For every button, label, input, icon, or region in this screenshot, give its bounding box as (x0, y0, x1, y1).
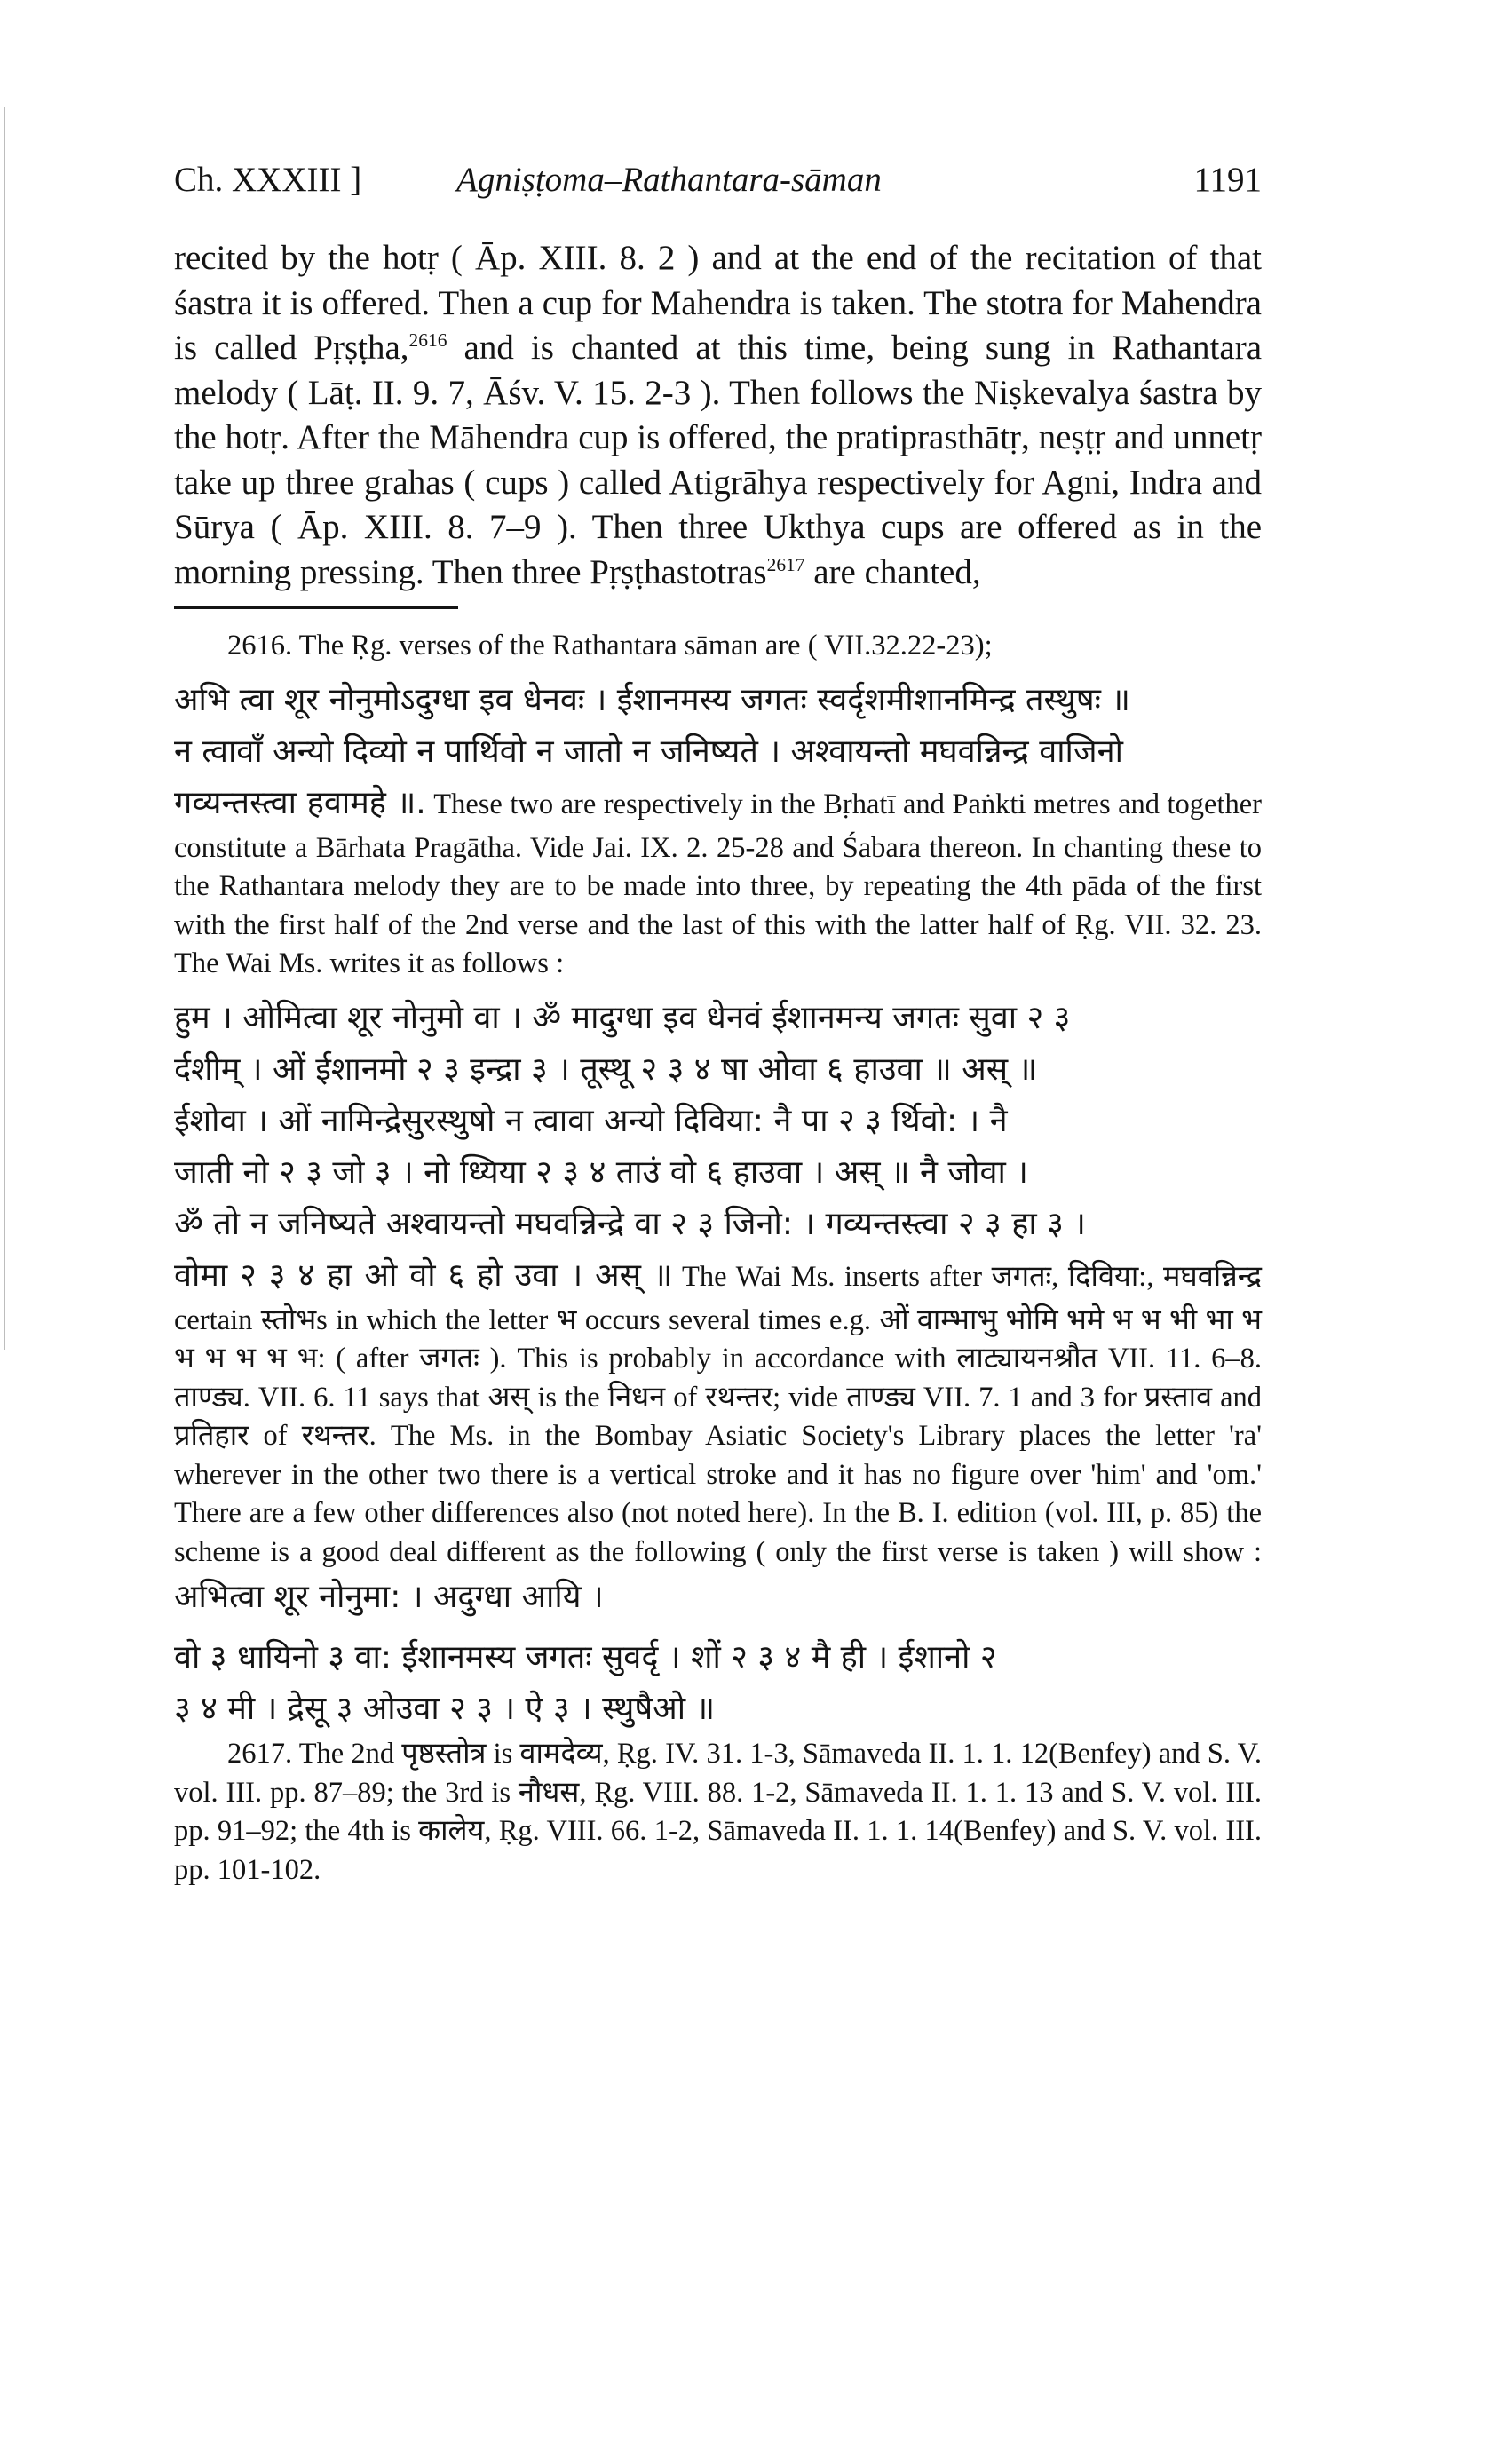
footnote-ref-2616[interactable]: 2616 (408, 329, 447, 351)
paragraph-text-2: and is chanted at this time, being sung in Rathantara melody ( Lāṭ. II. 9. 7, Āśv. V. 15. 2-3 ). Then follows the Niṣkevalya śastra by the hotṛ. After the Māhendra cup is offered, the pratiprasthātṛ, neṣṭṛ and unnetṛ take up three grahas ( cups ) called Atigrāhya respectively for Agni, Indra and Sūrya ( Āp. XIII. 8. 7–9 ). Then three Ukthya cups are offered as in the morning pressing. Then three Pṛṣṭhastotras (174, 329, 1262, 591)
chant-line-1: हुम । ओमित्वा शूर नोनुमो वा । ॐ मादुग्धा इव धेनवं ईशानमन्य जगतः सुवा २ ३ (174, 999, 1071, 1036)
sanskrit-verse-1: अभि त्वा शूर नोनुमोऽदुग्धा इव धेनवः । ईशानमस्य जगतः स्वर्दृशमीशानमिन्द्र तस्थुषः ॥ (174, 681, 1130, 718)
paragraph-text-3: are chanted, (804, 552, 981, 591)
scan-margin-line (4, 107, 5, 1350)
scheme-line-2: वो ३ धायिनो ३ वा: ईशानमस्य जगतः सुवर्दृ । शों २ ३ ४ मै ही । ईशानो २ (174, 1639, 997, 1676)
chant-line-5: ॐ तो न जनिष्यते अश्वायन्तो मघवन्निन्द्रे वा २ ३ जिनो: । गव्यन्तस्त्वा २ ३ हा ३ । (174, 1205, 1086, 1242)
footnote-2617-text (174, 1735, 1262, 1890)
footnote-number: 2617. (227, 1738, 293, 1770)
footnote-2616-intro (174, 627, 1262, 666)
footnote-2617 (174, 1735, 1262, 1890)
sanskrit-verse-3: गव्यन्तस्त्वा हवामहे ॥. (174, 784, 426, 821)
main-text (174, 236, 1262, 595)
footnote-2617-body: The 2nd पृष्ठस्तोत्र is वामदेव्य, Ṛg. IV. 31. 1-3, Sāmaveda II. 1. 1. 12(Benfey) and S. V. vol. III. pp. 87–89; the 3rd is नौधस, Ṛg. VIII. 88. 1-2, Sāmaveda II. 1. 1. 13 and S. V. vol. III. pp. 91–92; the 4th is कालेय, Ṛg. VIII. 66. 1-2, Sāmaveda II. 1. 1. 14(Benfey) and S. V. vol. III. pp. 101-102. (174, 1738, 1262, 1886)
footnote-body-text-2: The Wai Ms. inserts after जगतः, दिविया:, मघवन्निन्द्र certain स्तोभs in which the letter भ occurs several times e.g. ओं वाम्भाभु भोमि भमे भ भ भी भा भ भ भ भ भ भ: ( after जगतः ). This is probably in accordance with लाट्यायनश्रौत VII. 11. 6–8. ताण्ड्य. VII. 6. 11 says that अस् is the निधन of रथन्तर; vide ताण्ड्य VII. 7. 1 and 3 for प्रस्ताव and प्रतिहार of रथन्तर. The Ms. in the Bombay Asiatic Society's Library places the letter 'ra' wherever in the other two there is a vertical stroke and it has no figure over 'him' and 'om.' There are a few other differences also (not noted here). In the B. I. edition (vol. III, p. 85) the scheme is a good deal different as the following ( only the first verse is taken ) will show : (174, 1260, 1263, 1568)
paragraph-text-1: recited by the hotṛ ( Āp. XIII. 8. 2 ) and at the end of the recitation of that śastra it is offered. Then a cup for Mahendra is taken. The stotra for Mahendra is called Pṛṣṭha, (174, 239, 1262, 367)
chapter-label: Ch. XXXIII ] (174, 161, 362, 199)
footnote-ref-2617[interactable]: 2617 (766, 553, 805, 575)
footnote-2616 (174, 627, 1262, 1735)
scheme-line-1: अभित्वा शूर नोनुमा: । अदुग्धा आयि । (174, 1579, 604, 1615)
running-title: Agniṣṭoma–Rathantara-sāman (456, 161, 882, 199)
main-paragraph (174, 236, 1262, 595)
chant-line-6: वोमा २ ३ ४ हा ओ वो ६ हो उवा । अस् ॥ (174, 1256, 673, 1294)
chant-line-3: ईशोवा । ओं नामिन्द्रेसुरस्थुषो न त्वावा अन्यो दिविया: नै पा २ ३ र्थिवो: । नै (174, 1102, 1008, 1139)
chant-line-4: जाती नो २ ३ जो ३ । नो ध्यिया २ ३ ४ ताउं वो ६ हाउवा । अस् ॥ नै जोवा । (174, 1153, 1028, 1191)
chant-line-2: र्दशीम् । ओं ईशानमो २ ३ इन्द्रा ३ । तूस्थू २ ३ ४ षा ओवा ६ हाउवा ॥ अस् ॥ (174, 1050, 1038, 1088)
footnote-divider (174, 606, 458, 609)
footnote-number: 2616. (227, 630, 293, 662)
footnote-intro-text: The Ṛg. verses of the Rathantara sāman are ( VII.32.22-23); (298, 630, 993, 662)
sanskrit-verse-2: न त्वावाँ अन्यो दिव्यो न पार्थिवो न जातो न जनिष्यते । अश्वायन्तो मघवन्निन्द्र वाजिनो (174, 733, 1123, 770)
book-page (174, 160, 1262, 1898)
footnote-body-text: These two are respectively in the Bṛhatī and Paṅkti metres and together constitute a Bārhata Pragātha. Vide Jai. IX. 2. 25-28 and Śabara thereon. In chanting these to the Rathantara melody they are to be made into three, by repeating the 4th pāda of the first with the first half of the 2nd verse and the last of this with the latter half of Ṛg. VII. 32. 23. The Wai Ms. writes it as follows : (174, 788, 1263, 979)
scheme-line-3: ३ ४ मी । द्रेसू ३ ओउवा २ ३ । ऐ ३ । स्थुषैओ ॥ (174, 1691, 716, 1727)
footnote-2616-text-1 (174, 778, 1262, 984)
footnote-2616-text-2 (174, 1250, 1262, 1624)
running-header (174, 160, 1262, 213)
page-number: 1191 (1193, 161, 1262, 199)
